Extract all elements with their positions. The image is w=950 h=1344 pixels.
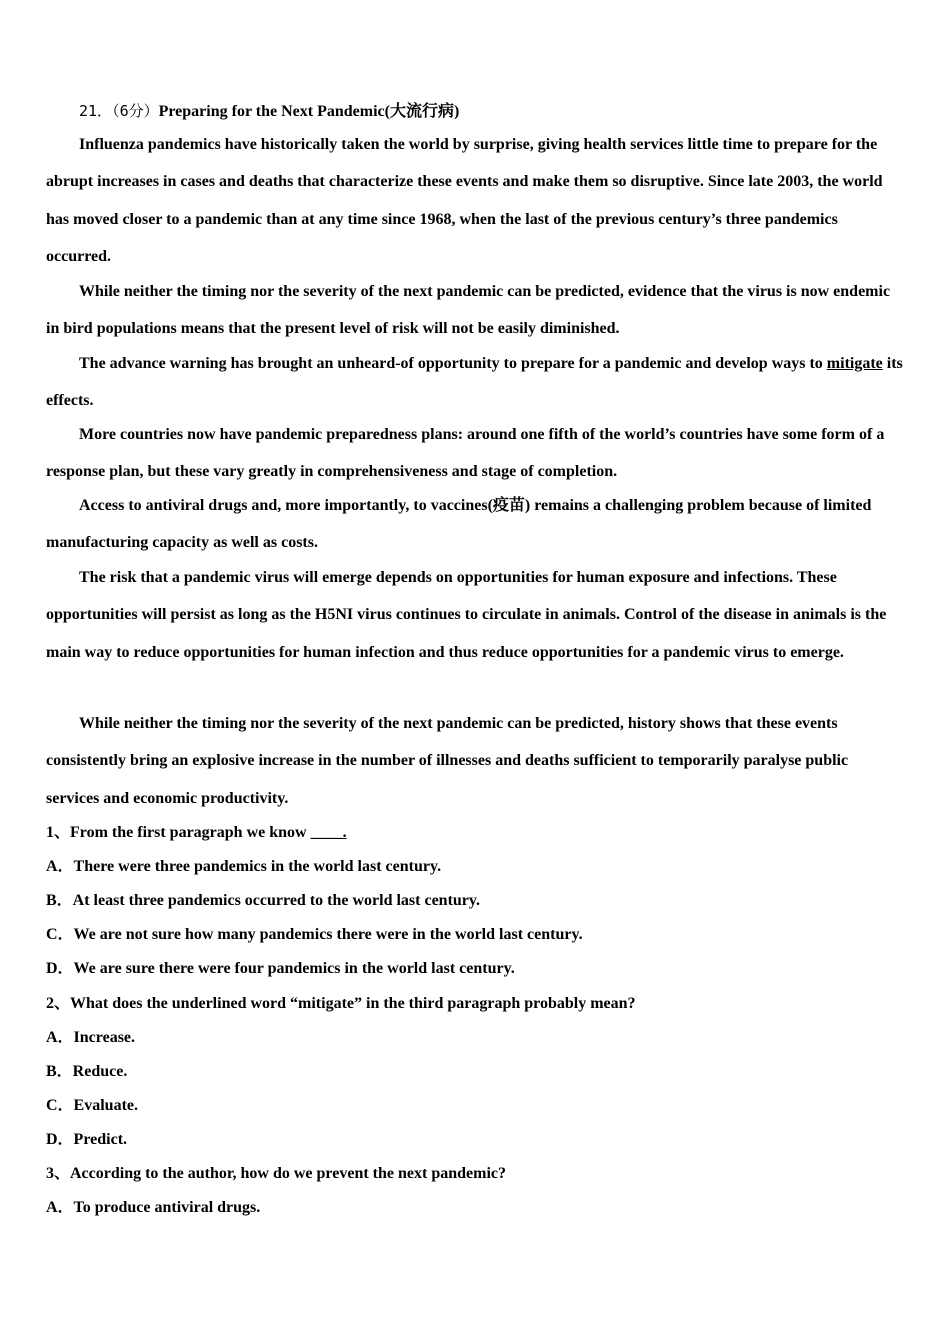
question-1-option-a: A．There were three pandemics in the world last century.: [46, 858, 442, 875]
question-1-option-b: B．At least three pandemics occurred to the world last century.: [46, 892, 481, 909]
question-3-option-a: A．To produce antiviral drugs.: [46, 1199, 261, 1216]
passage-paragraph-5: Access to antiviral drugs and, more importantly, to vaccines(疫苗) remains a challenging problem because of limited manufacturing capacity as well as costs.: [46, 497, 872, 552]
question-score: （6分）: [112, 102, 159, 120]
question-2-option-d: D．Predict.: [46, 1131, 128, 1148]
question-2-option-c: C．Evaluate.: [46, 1097, 139, 1114]
question-1-option-d: D．We are sure there were four pandemics in the world last century.: [46, 960, 515, 977]
answer-blank: ____.: [310, 824, 347, 841]
passage-title: Preparing for the Next Pandemic(大流行病): [158, 103, 460, 120]
passage-paragraph-3: [46, 345, 904, 420]
underlined-word-mitigate: mitigate: [826, 355, 883, 372]
question-2-option-b: B．Reduce.: [46, 1063, 128, 1080]
question-3-stem: 3、According to the author, how do we prevent the next pandemic?: [46, 1165, 506, 1182]
passage-paragraph-4: More countries now have pandemic preparedness plans: around one fifth of the world’s countries have some form of a response plan, but these vary greatly in comprehensiveness and stage of completion.: [46, 426, 885, 481]
question-2-stem: 2、What does the underlined word “mitigate” in the third paragraph probably mean?: [46, 995, 636, 1012]
question-number: 21．: [79, 102, 113, 120]
question-2-option-a: A．Increase.: [46, 1029, 136, 1046]
question-1-option-c: C．We are not sure how many pandemics there were in the world last century.: [46, 926, 583, 943]
passage-paragraph-7: While neither the timing nor the severity of the next pandemic can be predicted, history shows that these events consistently bring an explosive increase in the number of illnesses and deaths sufficient to temporarily paralyse public services and economic productivity.: [46, 715, 849, 807]
passage-paragraph-6: The risk that a pandemic virus will emerge depends on opportunities for human exposure and infections. These opportunities will persist as long as the H5NI virus continues to circulate in animals. Control of the disease in animals is the main way to reduce opportunities for human infection and thus reduce opportunities for a pandemic virus to emerge.: [46, 569, 887, 661]
passage-paragraph-2: While neither the timing nor the severity of the next pandemic can be predicted, evidence that the virus is now endemic in bird populations means that the present level of risk will not be easily diminished.: [46, 283, 891, 338]
question-1-stem: [46, 822, 347, 844]
paragraph-3-text-before: The advance warning has brought an unheard-of opportunity to prepare for a pandemic and develop ways to: [79, 355, 827, 372]
paragraph-3-text-after: its effects.: [46, 355, 903, 410]
passage-paragraph-1: Influenza pandemics have historically taken the world by surprise, giving health services little time to prepare for the abrupt increases in cases and deaths that characterize these events and make them so disruptive. Since late 2003, the world has moved closer to a pandemic than at any time since 1968, when the last of the previous century’s three pandemics occurred.: [46, 136, 883, 266]
question-1-text: 1、From the first paragraph we know: [46, 824, 311, 841]
question-header: [79, 100, 459, 123]
